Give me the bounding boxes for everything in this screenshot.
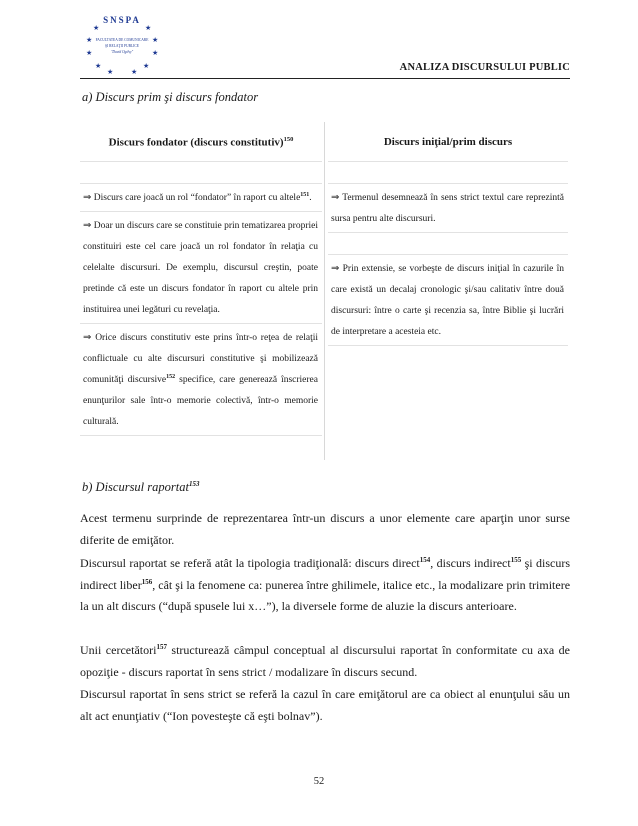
arrow-icon: ⇒ (83, 220, 92, 231)
column-heading-right: Discurs iniţial/prim discurs (328, 122, 568, 162)
footnote-ref: 151 (300, 191, 310, 198)
paragraph-text: , cât şi la fenomene ca: punerea între ghilimele, italice etc., la modalizare prin trimitere la un alt discurs (“după spusele lui x…”), la diversele forme de aluzie la discurs anterioare. (80, 577, 571, 613)
paragraph (80, 553, 570, 618)
header-rule (80, 78, 570, 79)
paragraph (80, 640, 570, 683)
paragraph-text: Discursul raportat se referă atât la tipologia tradiţională: discurs direct (80, 556, 420, 570)
arrow-icon: ⇒ (83, 192, 92, 203)
table-cell (328, 255, 568, 346)
footnote-ref: 157 (156, 643, 167, 651)
table-cell (80, 324, 322, 436)
logo-star: ★ (93, 24, 100, 32)
logo-star: ★ (152, 36, 159, 44)
section-a-title: a) Discurs prim şi discurs fondator (82, 90, 259, 104)
running-header-title: ANALIZA DISCURSULUI PUBLIC (399, 62, 570, 73)
table-column-left (80, 122, 322, 436)
logo-arc-text: SNSPA (103, 15, 141, 25)
table-spacer (328, 233, 568, 255)
footnote-ref: 155 (510, 556, 522, 564)
table-cell (80, 184, 322, 212)
comparison-table (80, 122, 570, 460)
logo-star: ★ (86, 36, 93, 44)
column-divider (324, 122, 325, 460)
column-heading-left-text: Discurs fondator (discurs constitutiv) (108, 136, 284, 149)
logo-star: ★ (152, 49, 159, 57)
column-heading-left (80, 122, 322, 162)
cell-text: Termenul desemnează în sens strict textul care reprezintă sursa pentru alte discursuri. (331, 193, 564, 224)
paragraph-text: structurează câmpul conceptual al discursului raportat în conformitate cu axa de opoziţie - discurs raportat în sens strict / modalizare în discurs secund. (80, 643, 570, 679)
cell-text: Orice discurs constitutiv este prins într-o reţea de relaţii conflictuale cu alte discursuri constitutive şi mobilizează comunităţi discursive (83, 333, 318, 385)
page-number: 52 (313, 776, 325, 787)
table-spacer (80, 162, 322, 184)
footnote-ref: 152 (166, 373, 176, 380)
paragraph-text: Unii cercetători (80, 643, 157, 657)
section-b-title (82, 480, 199, 495)
footnote-ref: 154 (419, 556, 431, 564)
cell-text-end: specifice, care generează înscrierea enunţurilor sale într-o memorie colectivă, într-o memorie culturală. (83, 375, 318, 427)
arrow-icon: ⇒ (331, 192, 340, 203)
logo-star: ★ (107, 68, 114, 76)
footnote-ref: 150 (283, 136, 294, 143)
paragraph-text: şi discurs indirect liber (80, 556, 570, 592)
logo-star: ★ (86, 49, 93, 57)
footnote-ref: 153 (188, 480, 200, 488)
cell-text: Discurs care joacă un rol “fondator” în raport cu altele (91, 193, 301, 203)
cell-text: Doar un discurs care se constituie prin tematizarea propriei constituiri este cel care joacă un rol fondator în relaţia cu celelalte discursuri. De exemplu, discursul creştin, poate pretinde că este un discurs fondator în raport cu altele prin instituirea unei legături cu revelaţia. (83, 221, 318, 315)
logo-star: ★ (145, 24, 152, 32)
arrow-icon: ⇒ (331, 263, 340, 274)
logo-star: ★ (143, 62, 150, 70)
table-spacer (328, 162, 568, 184)
logo-text-line1: FACULTATEA DE COMUNICARE (95, 38, 149, 42)
arrow-icon: ⇒ (83, 332, 92, 343)
footnote-ref: 156 (141, 577, 153, 586)
snspa-logo (82, 8, 162, 78)
logo-text-line2: ŞI RELAŢII PUBLICE (105, 44, 139, 48)
logo-text-line3: "David Ogilvy" (110, 50, 134, 54)
cell-text: Prin extensie, se vorbeşte de discurs iniţial în cazurile în care există un decalaj cronologic şi/sau calitativ între două discursuri: între o carte şi recenzia sa, între Biblie şi lucrări de interpretare a acesteia etc. (331, 264, 564, 337)
table-column-right (328, 122, 568, 346)
paragraph-text: , discurs indirect (430, 556, 511, 570)
paragraph: Discursul raportat în sens strict se referă la cazul în care emiţătorul are ca obiect al enunţului său un alt act enunţiativ (“Ion povesteşte că eşti bolnav”). (80, 687, 570, 723)
table-cell (80, 212, 322, 324)
section-b-title-text: b) Discursul raportat (82, 480, 189, 495)
paragraph: Acest termenu surprinde de reprezentarea într-un discurs a unor elemente care aparţin unor surse diferite de emiţător. (80, 511, 570, 547)
logo-star: ★ (95, 62, 102, 70)
table-cell (328, 184, 568, 233)
cell-text-end: . (309, 193, 312, 203)
logo-star: ★ (131, 68, 138, 76)
